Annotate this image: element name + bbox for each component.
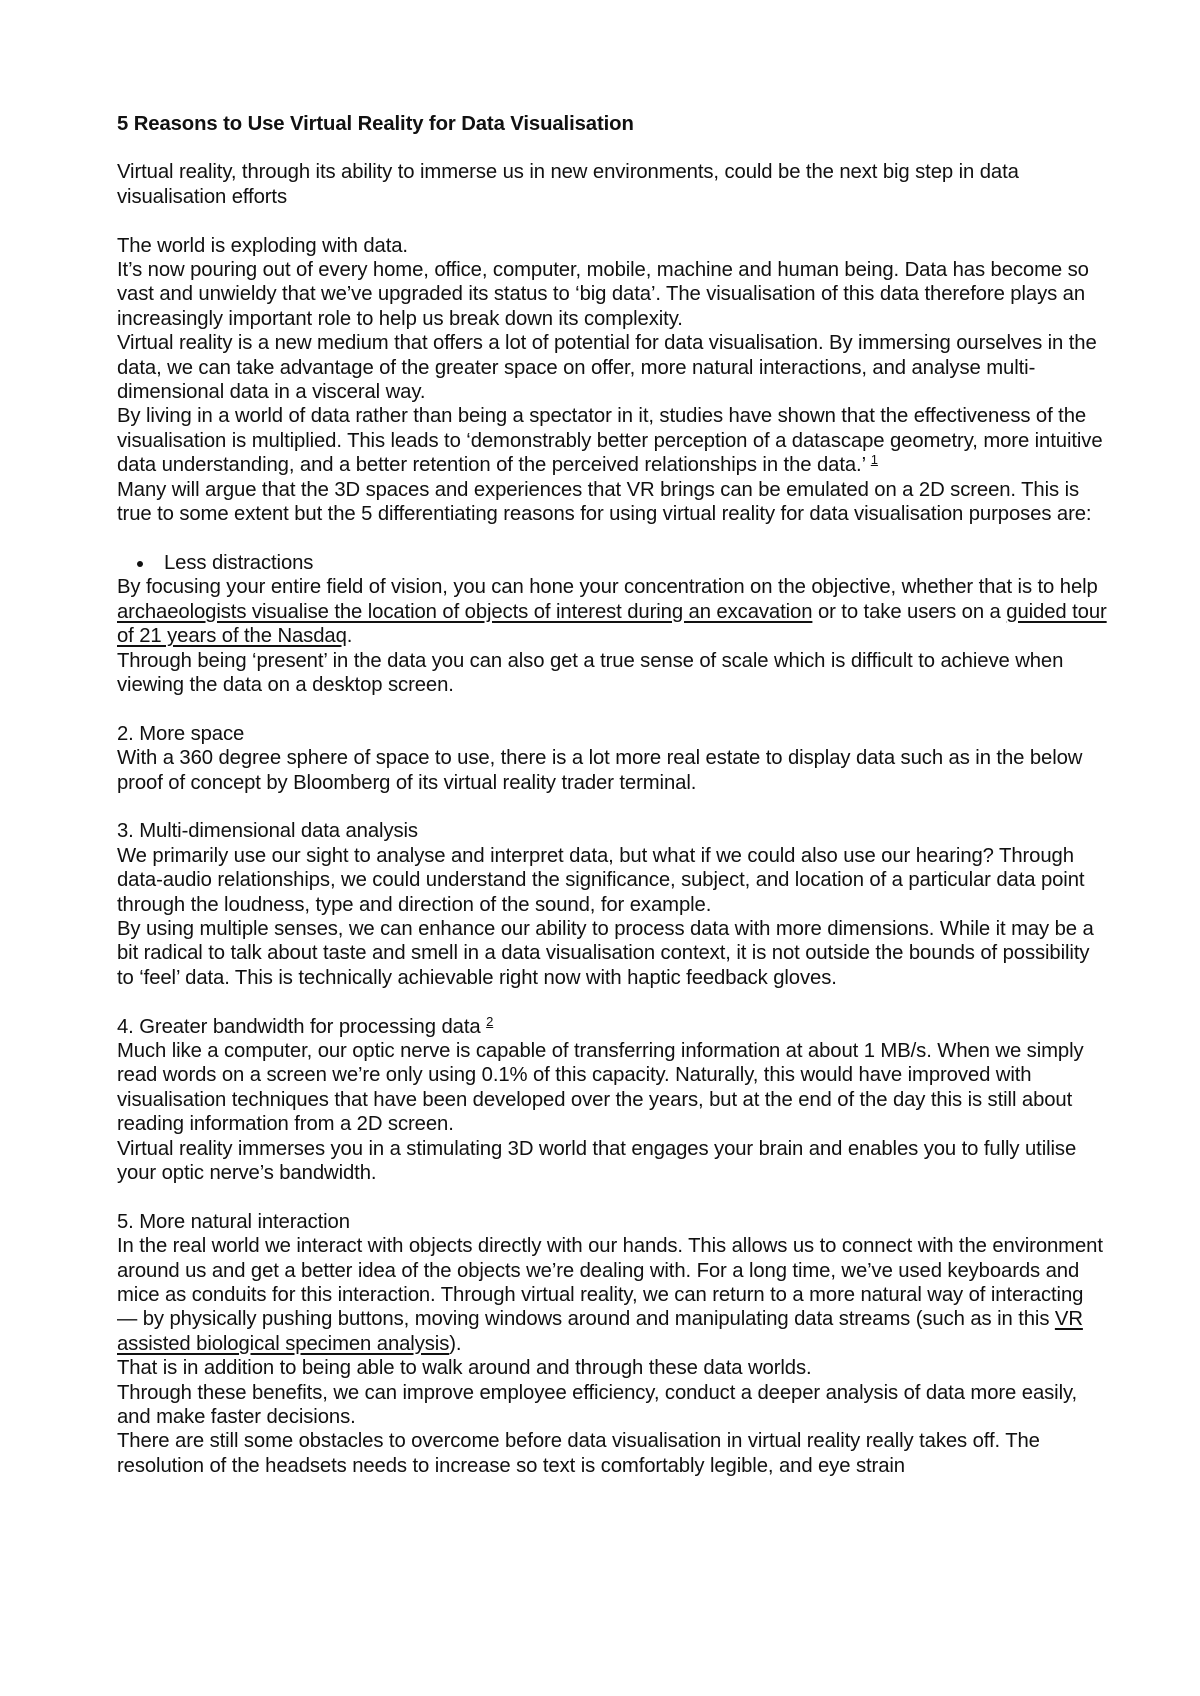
- spacer: [117, 1185, 1107, 1209]
- section-5-heading: 5. More natural interaction: [117, 1210, 350, 1233]
- section-4-heading: 4. Greater bandwidth for processing data: [117, 1015, 481, 1038]
- section-1-text-a: By focusing your entire field of vision, you can hone your concentration on the objective, whether that is to help: [117, 576, 1098, 599]
- intro-paragraph-4-text: By living in a world of data rather than being a spectator in it, studies have shown that the effectiveness of the visualisation is multiplied. This leads to ‘demonstrably better perception of a datascape geometry, more intuitive data understanding, and a better retention of the perceived relationships in the data.’: [117, 405, 1103, 477]
- spacer: [117, 526, 1107, 550]
- section-4-paragraph-1: Much like a computer, our optic nerve is capable of transferring information at about 1 MB/s. When we simply read words on a screen we’re only using 0.1% of this capacity. Naturally, this would have improved with visualisation techniques that have been developed over the years, but at the end of the day this is still about reading information from a 2D screen.: [117, 1039, 1084, 1136]
- archaeologists-link[interactable]: archaeologists visualise the location of objects of interest during an excavation: [117, 600, 813, 623]
- footnote-1-link[interactable]: 1: [870, 452, 878, 468]
- footnote-2-link[interactable]: 2: [486, 1013, 494, 1029]
- spacer: [117, 209, 1107, 233]
- section-5-text-a: In the real world we interact with objects directly with our hands. This allows us to connect with the environment around us and get a better idea of the objects we’re dealing with. For a long time, we’ve used keyboards and mice as conduits for this interaction. Through virtual reality, we can return to a more natural way of interacting — by physically pushing buttons, moving windows around and manipulating data streams (such as in this: [117, 1235, 1103, 1331]
- section-1-paragraph-1: [117, 575, 1107, 648]
- section-1-text-b: or to take users on a: [812, 600, 1007, 623]
- section-4-heading-line: [117, 1015, 1107, 1039]
- section-5-paragraph-3: Through these benefits, we can improve employee efficiency, conduct a deeper analysis of data more easily, and make faster decisions.: [117, 1381, 1078, 1429]
- section-3-heading: 3. Multi-dimensional data analysis: [117, 820, 418, 843]
- section-5-paragraph-2: That is in addition to being able to walk around and through these data worlds.: [117, 1357, 812, 1380]
- intro-paragraph-5: Many will argue that the 3D spaces and experiences that VR brings can be emulated on a 2D screen. This is true to some extent but the 5 differentiating reasons for using virtual reality for data visualisation purposes are:: [117, 478, 1092, 526]
- section-1-paragraph-2: Through being ‘present’ in the data you can also get a true sense of scale which is difficult to achieve when viewing the data on a desktop screen.: [117, 649, 1064, 696]
- section-5-paragraph-4: There are still some obstacles to overcome before data visualisation in virtual reality really takes off. The resolution of the headsets needs to increase so text is comfortably legible, and eye strain: [117, 1430, 1040, 1477]
- document-page: [117, 112, 1107, 1478]
- section-1-heading: Less distractions: [164, 551, 1107, 575]
- intro-paragraph-2: It’s now pouring out of every home, office, computer, mobile, machine and human being. Data has become so vast and unwieldy that we’ve upgraded its status to ‘big data’. The visualisation of this data therefore plays an increasingly important role to help us break down its complexity.: [117, 259, 1089, 330]
- section-1-text-c: .: [346, 625, 353, 648]
- section-5-text-b: ).: [449, 1332, 462, 1355]
- section-2-heading: 2. More space: [117, 722, 245, 745]
- spacer: [117, 795, 1107, 819]
- intro-paragraph-1: The world is exploding with data.: [117, 234, 408, 257]
- intro-paragraph-4: [117, 404, 1107, 477]
- section-3-paragraph-2: By using multiple senses, we can enhance our ability to process data with more dimensions. While it may be a bit radical to talk about taste and smell in a data visualisation context, it is not outside the bounds of possibility to ‘feel’ data. This is technically achievable right now with haptic feedback gloves.: [117, 917, 1094, 989]
- intro-paragraph-3: Virtual reality is a new medium that offers a lot of potential for data visualisation. By immersing ourselves in the data, we can take advantage of the greater space on offer, more natural interactions, and analyse multi-dimensional data in a visceral way.: [117, 332, 1097, 404]
- nasdaq-tour-link[interactable]: guided tour of 21 years of the Nasdaq: [117, 600, 1107, 648]
- reasons-list: [117, 551, 1107, 575]
- section-3-paragraph-1: We primarily use our sight to analyse and interpret data, but what if we could also use our hearing? Through data-audio relationships, we could understand the significance, subject, and location of a particular data point through the loudness, type and direction of the sound, for example.: [117, 844, 1085, 916]
- section-2-paragraph-1: With a 360 degree sphere of space to use, there is a lot more real estate to display data such as in the below proof of concept by Bloomberg of its virtual reality trader terminal.: [117, 747, 1083, 794]
- section-5-paragraph-1: [117, 1234, 1107, 1356]
- section-4-paragraph-2: Virtual reality immerses you in a stimulating 3D world that engages your brain and enables you to fully utilise your optic nerve’s bandwidth.: [117, 1137, 1077, 1184]
- spacer: [117, 697, 1107, 721]
- spacer: [117, 990, 1107, 1014]
- article-subtitle: Virtual reality, through its ability to immerse us in new environments, could be the next big step in data visualisation efforts: [117, 161, 1019, 208]
- article-title: 5 Reasons to Use Virtual Reality for Data Visualisation: [117, 113, 634, 135]
- biological-specimen-link[interactable]: VR assisted biological specimen analysis: [117, 1308, 1083, 1355]
